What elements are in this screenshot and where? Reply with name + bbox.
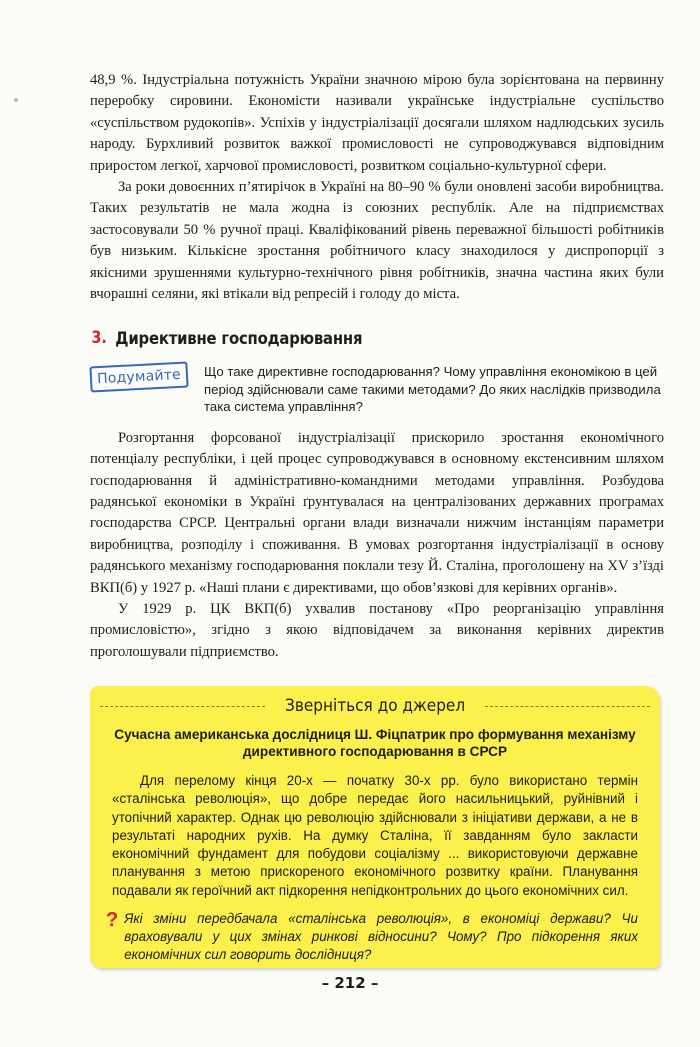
paragraph: За роки довоєнних п’ятирічок в Україні на 80–90 % були оновлені засоби виробництва. Таких результатів не мала жодна із союзних республік. Але на підприємствах застосовували 50 % ручної праці. Кваліфікований рівень переважної більшості робітників був низьким. Кількісне зростання робітничого класу знаходилося у диспропорції з якісними зрушеннями культурно-технічного рівня робітників, значна частина яких були вчорашні селяни, які втікали від репресій і голоду до міста.: [90, 179, 664, 303]
think-question: Що таке директивне господарювання? Чому управління економікою в цей період здійснювали саме такими методами? До яких наслідків призводила така система управління?: [204, 364, 661, 415]
think-stamp: Подумайте: [89, 362, 188, 393]
source-quote: Для перелому кінця 20-х — початку 30-х рр. було використано термін «сталінська революція», що добре передає його насильницький, руйнівний і утопічний характер. Однак цю революцію здійснювали з ініціативи держави, а не в результаті народних рухів. На думку Сталіна, її завданням було закласти економічний фундамент для побудови соціалізму ... використовуючи державне планування з метою прискореного економічного розвитку країни. Планування подавали як героїчний акт підкорення непідконтрольних до цього економічних сил.: [112, 773, 638, 898]
source-header: [90, 686, 660, 726]
margin-mark: [14, 98, 18, 102]
section-title: Директивне господарювання: [115, 328, 363, 348]
paragraph: Розгортання форсованої індустріалізації прискорило зростання економічного потенціалу республіки, і цей процес супроводжувався в основному екстенсивним шляхом господарювання й адміністративно-командними методами управління. Розбудова радянської економіки в Україні ґрунтувалася на централізованих державних програмах господарства СРСР. Центральні органи влади визначали нижчим інстанціям параметри виробництва, розподілу і споживання. В умовах розгортання індустріалізації в основу радянського механізму господарювання поклали тезу Й. Сталіна, проголошену на XV з’їзді ВКП(б) у 1927 р. «Наші плани є директивами, що обов’язкові для керівних органів».: [90, 429, 664, 596]
section-heading: [90, 325, 664, 351]
page-content: [90, 70, 664, 663]
question-mark-icon: ?: [106, 909, 119, 932]
page-number: – 212 –: [321, 974, 379, 992]
source-box: [90, 686, 660, 968]
paragraph: 48,9 %. Індустріальна потужність України значною мірою була зорієнтована на первинну переробку сировини. Економісти називали українське індустріальне суспільство «суспільством рудокопів». Успіхів у індустріалізації досягали шляхом надлюдських зусиль народу. Бурхливий розвиток важкої промисловості не супроводжувався відповідним приростом легкої, харчової промисловості, розвитком соціально-культурної сфери.: [90, 72, 664, 174]
divider: [100, 706, 265, 707]
source-subtitle: Сучасна американська дослідниця Ш. Фіцпатрик про формування механізму директивного господарювання в СРСР: [114, 727, 636, 759]
section-number: 3.: [91, 328, 107, 349]
source-question: [106, 910, 638, 963]
source-header-title: Зверніться до джерел: [284, 696, 466, 716]
paragraph: У 1929 р. ЦК ВКП(б) ухвалив постанову «Про реорганізацію управління промисловістю», згідно з якою відповідачем за виконання керівних директив проголошували підприємство.: [90, 600, 664, 660]
source-question-text: Які зміни передбачала «сталінська революція», в економіці держави? Чи враховували у цих змінах ринкові відносини? Чому? Про підкорення яких економічних сил говорить дослідниця?: [124, 911, 638, 962]
divider: [485, 706, 650, 707]
think-block: [90, 363, 664, 415]
